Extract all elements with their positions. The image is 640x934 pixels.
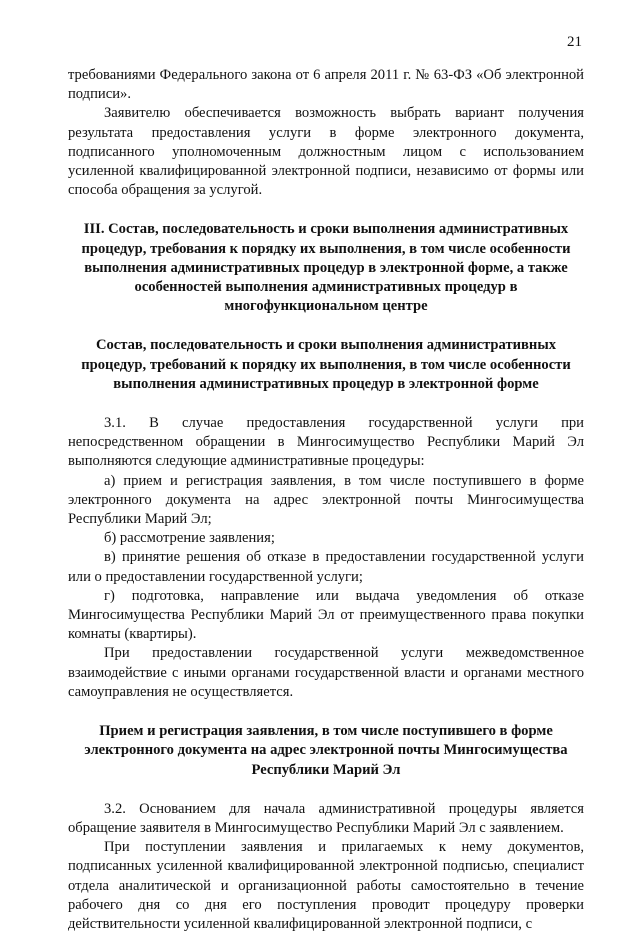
- spacer: [68, 702, 584, 722]
- spacer: [68, 394, 584, 414]
- spacer: [68, 316, 584, 336]
- section-heading: III. Состав, последовательность и сроки выполнения административных процедур, требования к порядку их выполнения, в том числе особенности выполнения административных процедур в электронной форме, а также особенностей выполнения административных процедур в многофункциональном центре: [81, 221, 571, 315]
- paragraph: При поступлении заявления и прилагаемых к нему документов, подписанных усиленной квалифицированной электронной подписью, специалист отдела аналитической и организационной работы самостоятельно в течение рабочего дня со дня его поступления проводит процедуру проверки действительности усиленной квалифицированной электронной подписи, с: [68, 839, 584, 932]
- spacer: [68, 200, 584, 220]
- paragraph: Заявителю обеспечивается возможность выбрать вариант получения результата предоставления услуги в форме электронного документа, подписанного уполномоченным должностным лицом с использованием усиленной квалифицированной электронной подписи, независимо от формы или способа обращения за услугой.: [68, 105, 584, 199]
- procedure-item: г) подготовка, направление или выдача уведомления об отказе Мингосимущества Республики Марий Эл от преимущественного права покупки комнаты (квартиры).: [68, 587, 584, 643]
- subheading-composition: Состав, последовательность и сроки выполнения административных процедур, требований к порядку их выполнения, в том числе особенности выполнения административных процедур в электронной форме: [81, 337, 571, 392]
- page-number: 21: [567, 34, 582, 50]
- paragraph: 3.2. Основанием для начала административной процедуры является обращение заявителя в Мингосимущество Республики Марий Эл с заявлением.: [68, 800, 584, 836]
- procedure-item: а) прием и регистрация заявления, в том числе поступившего в форме электронного документа на адрес электронной почты Мингосимущества Республики Марий Эл;: [68, 472, 584, 528]
- paragraph: требованиями Федерального закона от 6 апреля 2011 г. № 63-ФЗ «Об электронной подписи».: [68, 67, 584, 103]
- spacer: [68, 780, 584, 800]
- document-body: [68, 66, 584, 934]
- subheading-reception: Прием и регистрация заявления, в том числе поступившего в форме электронного документа на адрес электронной почты Мингосимущества Республики Марий Эл: [84, 723, 568, 778]
- procedure-item: в) принятие решения об отказе в предоставлении государственной услуги или о предоставлении государственной услуги;: [68, 549, 584, 585]
- paragraph-procedures-intro: 3.1. В случае предоставления государственной услуги при непосредственном обращении в Мингосимущество Республики Марий Эл выполняются следующие административные процедуры:: [68, 415, 584, 470]
- paragraph-interagency: При предоставлении государственной услуги межведомственное взаимодействие с иными органами государственной власти и органами местного самоуправления не осуществляется.: [68, 645, 584, 700]
- procedure-item: б) рассмотрение заявления;: [104, 530, 275, 547]
